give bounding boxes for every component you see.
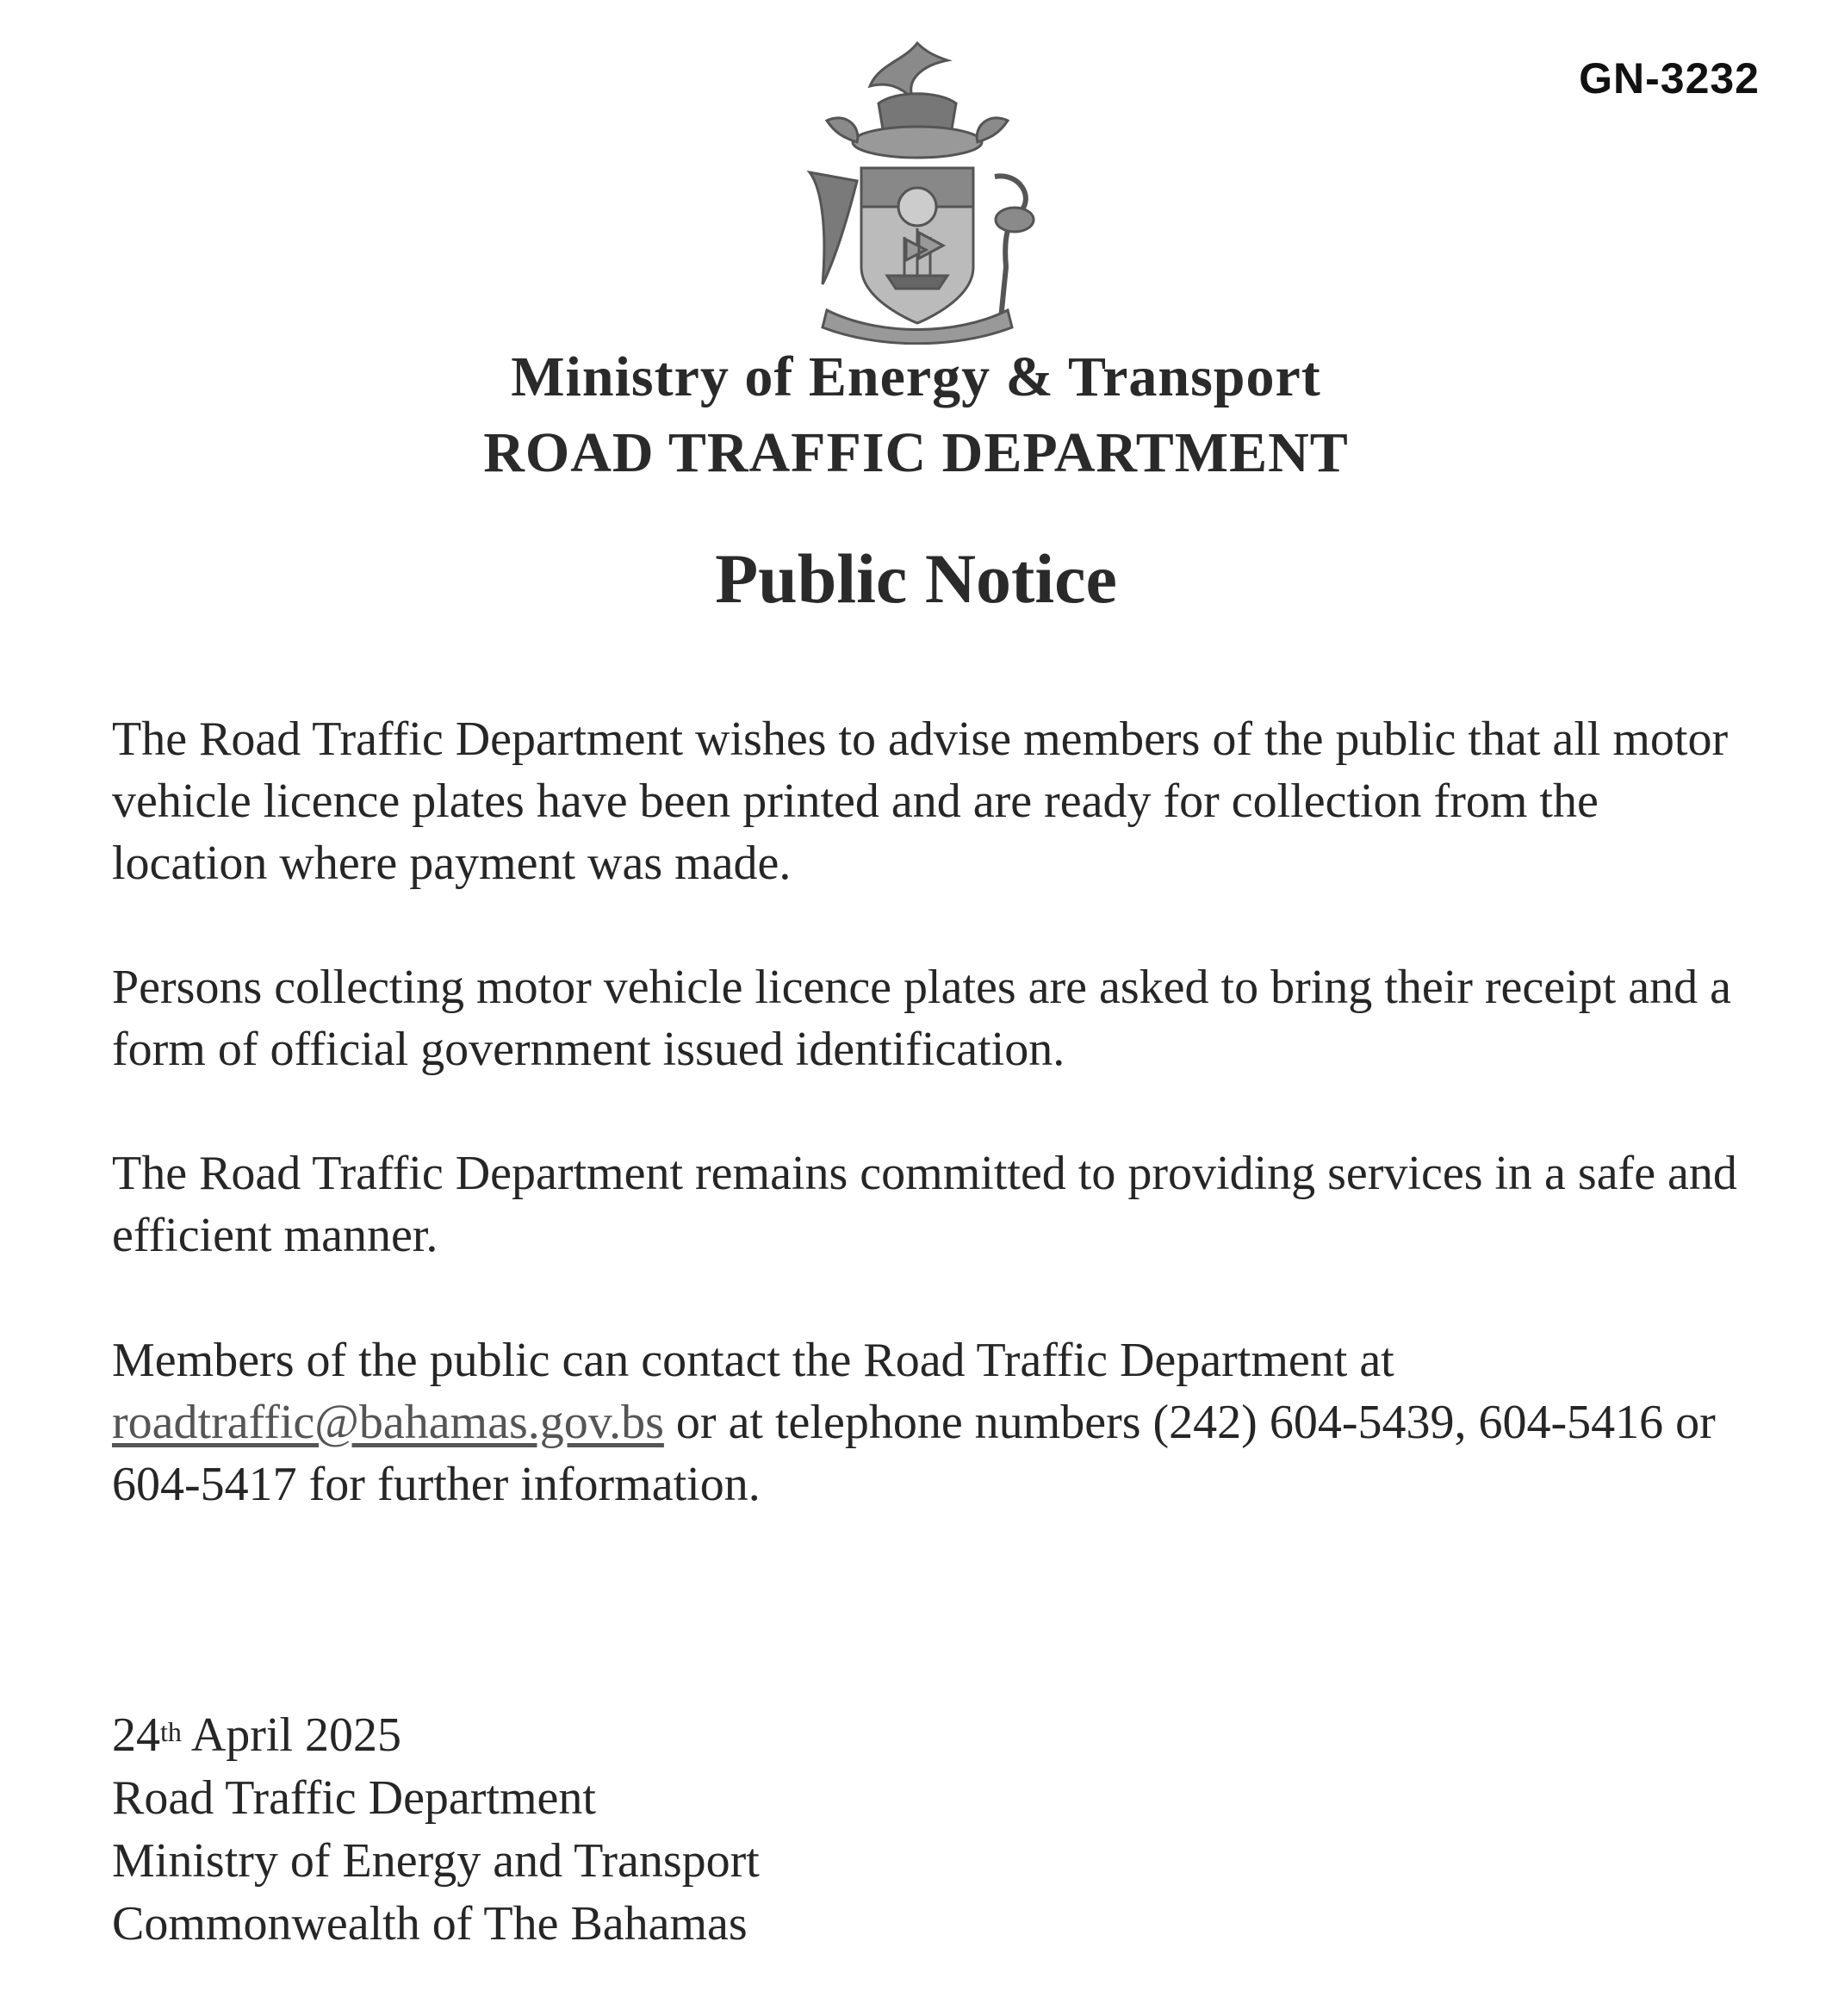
document-id: GN-3232 xyxy=(1579,54,1760,103)
ministry-heading: Ministry of Energy & Transport xyxy=(511,345,1321,408)
contact-phones: or at telephone numbers (242) 604-5439, 604-5416 or 604-5417 for further information. xyxy=(112,1396,1716,1511)
signature-block xyxy=(112,1704,760,1956)
signature-country: Commonwealth of The Bahamas xyxy=(112,1897,748,1951)
department-heading: ROAD TRAFFIC DEPARTMENT xyxy=(483,421,1349,484)
notice-paragraph-1: The Road Traffic Department wishes to advise members of the public that all motor vehicle licence plates have been printed and are ready for collection from the location where payment was made. xyxy=(112,712,1729,890)
bahamas-coat-of-arms-icon xyxy=(775,26,1059,345)
email-link[interactable]: roadtraffic@bahamas.gov.bs xyxy=(112,1396,664,1449)
contact-intro: Members of the public can contact the Road Traffic Department at xyxy=(112,1334,1394,1387)
page-title: Public Notice xyxy=(715,539,1117,618)
signature-ministry: Ministry of Energy and Transport xyxy=(112,1834,760,1888)
notice-date: 24th April 2025 xyxy=(112,1708,402,1762)
notice-paragraph-2: Persons collecting motor vehicle licence plates are asked to bring their receipt and a form of official government issued identification. xyxy=(112,961,1731,1076)
signature-department: Road Traffic Department xyxy=(112,1771,596,1825)
notice-paragraph-3: The Road Traffic Department remains committed to providing services in a safe and efficient manner. xyxy=(112,1147,1737,1262)
notice-paragraph-4 xyxy=(112,1329,1748,1515)
